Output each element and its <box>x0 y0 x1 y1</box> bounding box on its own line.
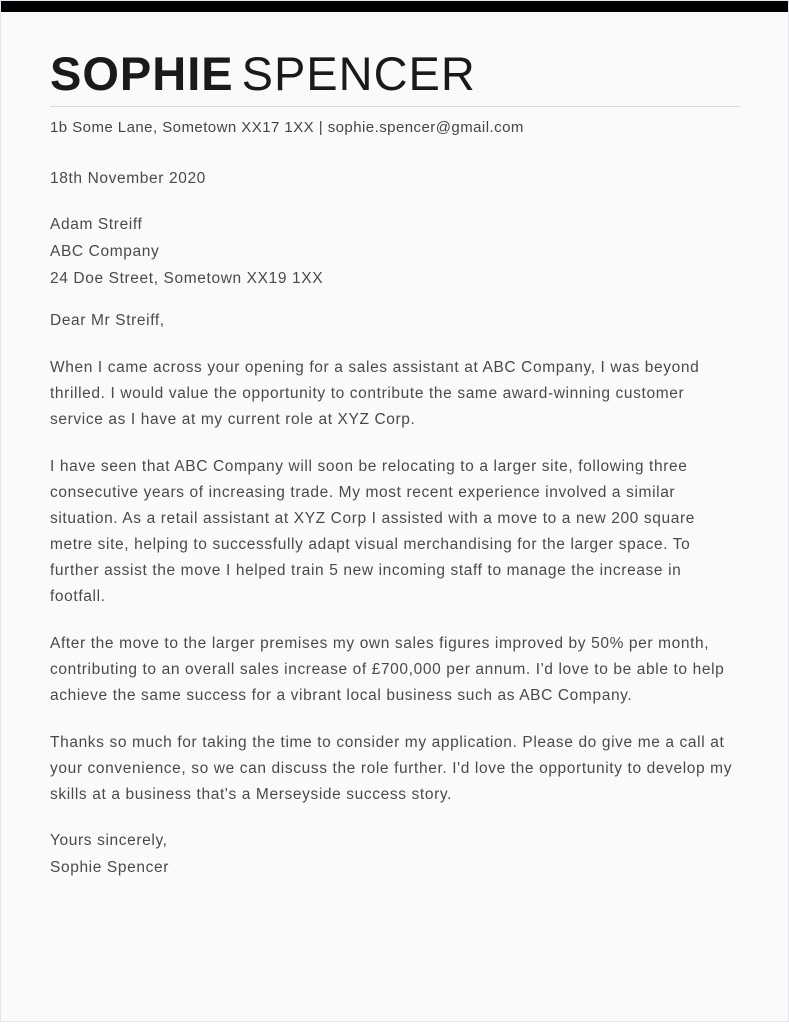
recipient-name: Adam Streiff <box>50 216 143 233</box>
letter-content <box>1 49 788 881</box>
paragraph-2: I have seen that ABC Company will soon be relocating to a larger site, following three consecutive years of increasing trade. My most recent experience involved a similar situation. As a retail assistant at XYZ Corp I assisted with a move to a new 200 square metre site, helping to successfully adapt visual merchandising for the larger space. To further assist the move I helped train 5 new incoming staff to manage the increase in footfall. <box>50 458 695 605</box>
top-accent-bar <box>1 1 788 12</box>
recipient-company: ABC Company <box>50 243 160 260</box>
salutation: Dear Mr Streiff, <box>50 312 165 329</box>
page-title <box>50 49 740 99</box>
closing-block <box>50 827 740 881</box>
closing-phrase: Yours sincerely, <box>50 832 168 849</box>
paragraph-3: After the move to the larger premises my own sales figures improved by 50% per month, contributing to an overall sales increase of £700,000 per annum. I'd love to be able to help achieve the same success for a vibrant local business such as ABC Company. <box>50 635 725 704</box>
paragraph-4: Thanks so much for taking the time to consider my application. Please do give me a call at your convenience, so we can discuss the role further. I'd love the opportunity to develop my skills at a business that's a Merseyside success story. <box>50 734 733 803</box>
last-name: SPENCER <box>241 47 476 100</box>
letter-body <box>50 355 740 808</box>
recipient-address: 24 Doe Street, Sometown XX19 1XX <box>50 270 324 287</box>
signature-name: Sophie Spencer <box>50 859 169 876</box>
paragraph-1: When I came across your opening for a sales assistant at ABC Company, I was beyond thrilled. I would value the opportunity to contribute the same award-winning customer service as I have at my current role at XYZ Corp. <box>50 359 700 428</box>
contact-line: 1b Some Lane, Sometown XX17 1XX | sophie.spencer@gmail.com <box>50 119 524 136</box>
header-divider <box>50 106 740 107</box>
first-name: SOPHIE <box>50 47 234 100</box>
letter-date: 18th November 2020 <box>50 170 206 187</box>
recipient-block <box>50 211 740 292</box>
